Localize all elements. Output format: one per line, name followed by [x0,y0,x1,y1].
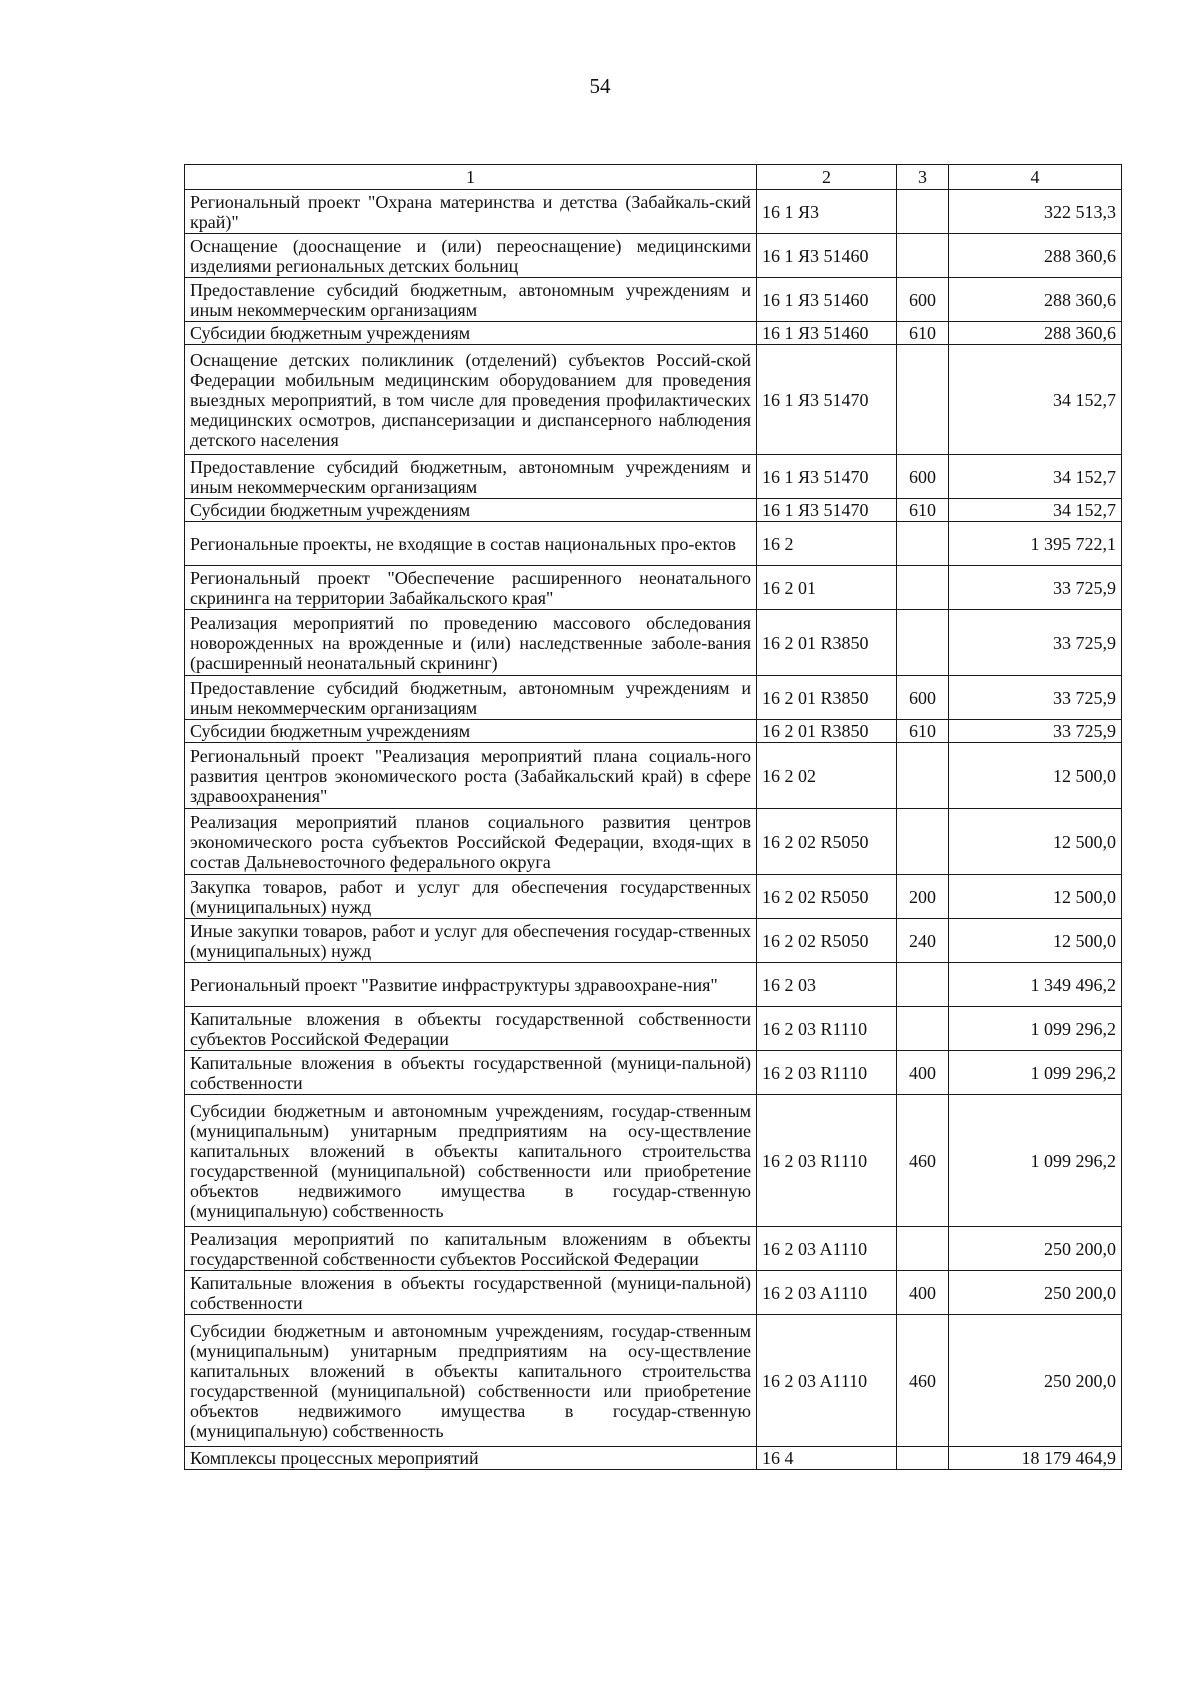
row-expense-type [897,522,949,566]
table-row [185,676,1122,720]
row-name: Реализация мероприятий планов социального развития центров экономического роста субъектов Российской Федерации, входя-щих в состав Дальневосточного федерального округа [185,809,757,875]
row-name: Региональные проекты, не входящие в состав национальных про-ектов [185,522,757,566]
table-row [185,1315,1122,1447]
row-expense-type: 460 [897,1095,949,1227]
budget-table [184,164,1122,1470]
row-expense-type: 400 [897,1271,949,1315]
page-number: 54 [589,74,611,98]
row-code: 16 1 Я3 51470 [757,499,897,522]
row-expense-type: 400 [897,1051,949,1095]
row-amount: 12 500,0 [949,809,1122,875]
row-amount: 33 725,9 [949,676,1122,720]
table-row [185,875,1122,919]
row-name: Оснащение детских поликлиник (отделений) субъектов Россий-ской Федерации мобильным медицинским оборудованием для проведения выездных мероприятий, в том числе для проведения профилактических медицинских осмотров, диспансеризации и диспансерного наблюдения детского населения [185,345,757,455]
row-expense-type: 460 [897,1315,949,1447]
row-name: Комплексы процессных мероприятий [185,1447,757,1470]
column-header-2: 2 [757,165,897,190]
table-row [185,278,1122,322]
row-amount: 34 152,7 [949,499,1122,522]
row-code: 16 1 Я3 51470 [757,455,897,499]
row-expense-type: 200 [897,875,949,919]
header-row [185,165,1122,190]
table-row [185,499,1122,522]
row-expense-type [897,566,949,610]
row-amount: 12 500,0 [949,875,1122,919]
table-row [185,1447,1122,1470]
row-expense-type: 240 [897,919,949,963]
table-row [185,919,1122,963]
row-expense-type: 600 [897,676,949,720]
row-amount: 250 200,0 [949,1271,1122,1315]
row-code: 16 2 02 R5050 [757,809,897,875]
row-amount: 12 500,0 [949,919,1122,963]
table-row [185,1095,1122,1227]
table-row [185,720,1122,743]
row-amount: 1 349 496,2 [949,963,1122,1007]
row-name: Предоставление субсидий бюджетным, автономным учреждениям и иным некоммерческим организациям [185,278,757,322]
row-expense-type: 600 [897,455,949,499]
row-name: Оснащение (дооснащение и (или) переоснащение) медицинскими изделиями региональных детских больниц [185,234,757,278]
row-code: 16 2 03 R1110 [757,1007,897,1051]
row-expense-type [897,1227,949,1271]
table-row [185,963,1122,1007]
table-row [185,566,1122,610]
row-expense-type: 610 [897,720,949,743]
row-code: 16 2 03 R1110 [757,1051,897,1095]
column-header-4: 4 [949,165,1122,190]
row-code: 16 2 02 R5050 [757,875,897,919]
row-expense-type [897,345,949,455]
row-amount: 250 200,0 [949,1227,1122,1271]
row-name: Региональный проект "Охрана материнства и детства (Забайкаль-ский край)" [185,190,757,234]
table-row [185,234,1122,278]
row-code: 16 2 02 [757,743,897,809]
row-amount: 33 725,9 [949,720,1122,743]
row-amount: 250 200,0 [949,1315,1122,1447]
table-row [185,743,1122,809]
row-name: Региональный проект "Обеспечение расширенного неонатального скрининга на территории Забайкальского края" [185,566,757,610]
row-name: Субсидии бюджетным учреждениям [185,720,757,743]
table-row [185,610,1122,676]
row-amount: 288 360,6 [949,234,1122,278]
row-name: Субсидии бюджетным и автономным учреждениям, государ-ственным (муниципальным) унитарным предприятиям на осу-ществление капитальных вложений в объекты капитального строительства государственной (муниципальной) собственности или приобретение объектов недвижимого имущества в государ-ственную (муниципальную) собственность [185,1315,757,1447]
row-code: 16 2 02 R5050 [757,919,897,963]
row-amount: 12 500,0 [949,743,1122,809]
row-amount: 322 513,3 [949,190,1122,234]
row-expense-type: 610 [897,499,949,522]
row-amount: 34 152,7 [949,345,1122,455]
row-code: 16 1 Я3 51460 [757,322,897,345]
row-code: 16 2 03 [757,963,897,1007]
row-code: 16 2 01 R3850 [757,720,897,743]
row-amount: 34 152,7 [949,455,1122,499]
row-code: 16 2 01 R3850 [757,676,897,720]
table-row [185,1007,1122,1051]
row-amount: 288 360,6 [949,278,1122,322]
column-header-3: 3 [897,165,949,190]
row-code: 16 2 01 [757,566,897,610]
table-row [185,1271,1122,1315]
row-expense-type: 610 [897,322,949,345]
row-expense-type [897,234,949,278]
row-name: Закупка товаров, работ и услуг для обеспечения государственных (муниципальных) нужд [185,875,757,919]
row-code: 16 2 03 A1110 [757,1315,897,1447]
row-amount: 1 099 296,2 [949,1095,1122,1227]
row-amount: 1 395 722,1 [949,522,1122,566]
row-amount: 18 179 464,9 [949,1447,1122,1470]
row-expense-type [897,963,949,1007]
row-code: 16 1 Я3 51460 [757,278,897,322]
row-code: 16 2 03 A1110 [757,1271,897,1315]
table-row [185,522,1122,566]
row-name: Предоставление субсидий бюджетным, автономным учреждениям и иным некоммерческим организациям [185,455,757,499]
row-name: Субсидии бюджетным и автономным учреждениям, государ-ственным (муниципальным) унитарным предприятиям на осу-ществление капитальных вложений в объекты капитального строительства государственной (муниципальной) собственности или приобретение объектов недвижимого имущества в государ-ственную (муниципальную) собственность [185,1095,757,1227]
row-expense-type [897,1007,949,1051]
row-code: 16 2 01 R3850 [757,610,897,676]
table-row [185,809,1122,875]
row-expense-type [897,610,949,676]
table-row [185,455,1122,499]
row-expense-type [897,190,949,234]
table-row [185,345,1122,455]
row-code: 16 1 Я3 51470 [757,345,897,455]
row-code: 16 2 03 A1110 [757,1227,897,1271]
row-expense-type [897,743,949,809]
row-name: Региональный проект "Реализация мероприятий плана социаль-ного развития центров экономического роста (Забайкальский край) в сфере здравоохранения" [185,743,757,809]
row-code: 16 4 [757,1447,897,1470]
row-name: Капитальные вложения в объекты государственной (муници-пальной) собственности [185,1271,757,1315]
row-expense-type [897,809,949,875]
row-code: 16 1 Я3 51460 [757,234,897,278]
row-code: 16 1 Я3 [757,190,897,234]
row-amount: 1 099 296,2 [949,1051,1122,1095]
row-name: Иные закупки товаров, работ и услуг для обеспечения государ-ственных (муниципальных) нужд [185,919,757,963]
row-name: Субсидии бюджетным учреждениям [185,322,757,345]
table-row [185,1227,1122,1271]
row-name: Предоставление субсидий бюджетным, автономным учреждениям и иным некоммерческим организациям [185,676,757,720]
row-amount: 288 360,6 [949,322,1122,345]
table-body [185,190,1122,1470]
row-code: 16 2 03 R1110 [757,1095,897,1227]
row-amount: 33 725,9 [949,566,1122,610]
column-header-1: 1 [185,165,757,190]
table-row [185,322,1122,345]
row-expense-type [897,1447,949,1470]
row-expense-type: 600 [897,278,949,322]
table-row [185,1051,1122,1095]
row-name: Реализация мероприятий по проведению массового обследования новорожденных на врожденные и (или) наследственные заболе-вания (расширенный неонатальный скрининг) [185,610,757,676]
row-code: 16 2 [757,522,897,566]
table-row [185,190,1122,234]
row-name: Капитальные вложения в объекты государственной (муници-пальной) собственности [185,1051,757,1095]
row-name: Субсидии бюджетным учреждениям [185,499,757,522]
row-amount: 33 725,9 [949,610,1122,676]
row-name: Капитальные вложения в объекты государственной собственности субъектов Российской Федерации [185,1007,757,1051]
row-amount: 1 099 296,2 [949,1007,1122,1051]
row-name: Региональный проект "Развитие инфраструктуры здравоохране-ния" [185,963,757,1007]
row-name: Реализация мероприятий по капитальным вложениям в объекты государственной собственности субъектов Российской Федерации [185,1227,757,1271]
